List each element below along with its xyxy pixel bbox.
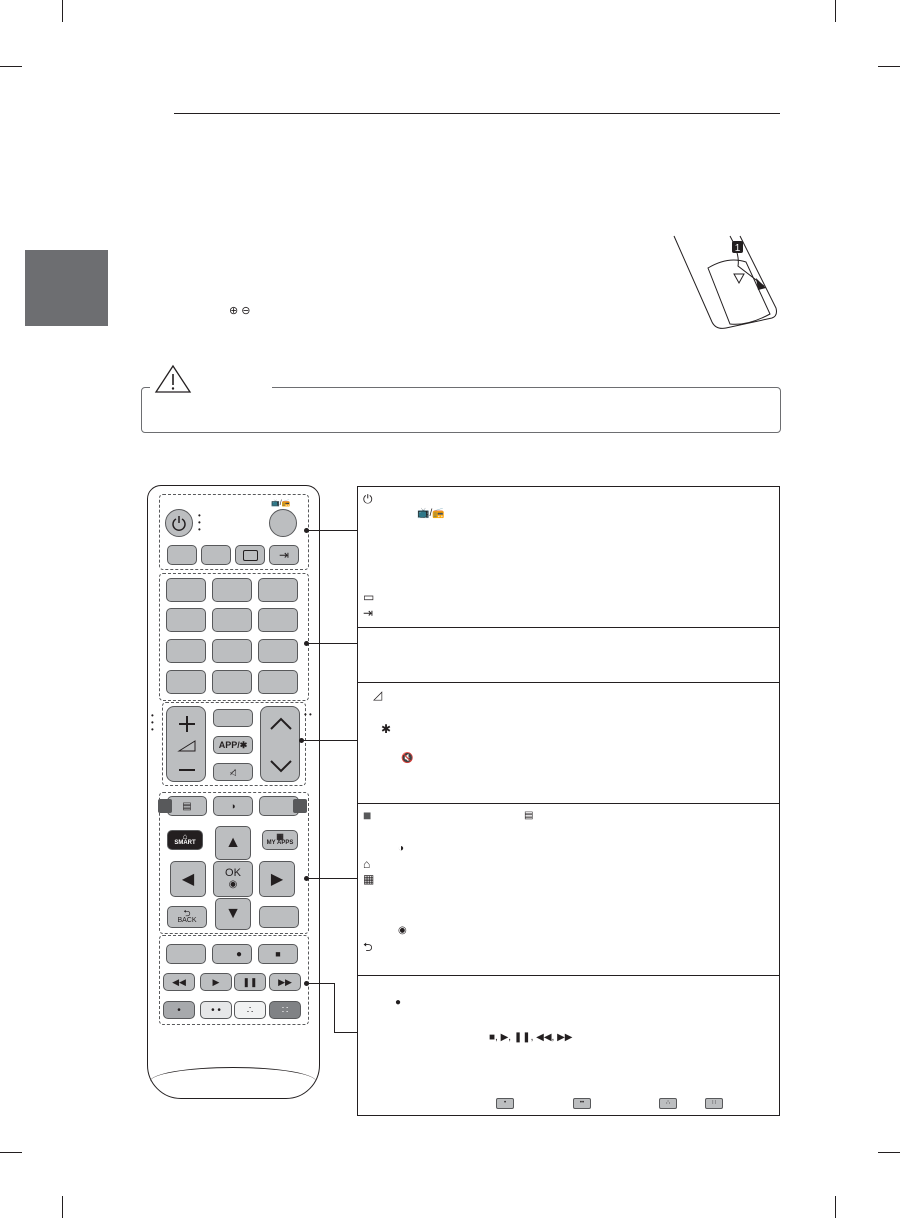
crop-mark [835,1196,836,1218]
battery-cover-illustration [668,232,788,332]
crop-mark [835,0,836,22]
program-arrows [261,707,301,783]
settings-screen-icon: ▭ [363,590,375,604]
leader-dot [299,738,304,743]
right-dots: • • [304,710,312,719]
number-button-0[interactable] [212,670,252,694]
right-arrow-icon: ▶ [270,871,284,888]
down-button[interactable] [215,898,251,930]
play-icon: ▶ [212,976,220,987]
yellow-chip: ∴ [659,1098,677,1109]
fav-button[interactable] [213,709,253,727]
volume-symbols [167,707,207,783]
screen-icon [243,550,258,561]
info-icon: ◑ [230,801,236,811]
leader-line [307,530,357,531]
pause-icon: ❚❚ [242,976,258,987]
my-apps-label: MY APPS [266,840,294,846]
button-description-table [357,486,780,1116]
my-apps-button[interactable] [262,830,298,850]
tv-radio-button[interactable] [269,509,297,537]
leader-line [307,878,357,879]
grid-icon: ▦ [276,832,284,841]
home-icon: ⌂ [182,832,188,841]
mute-icon: 🔇 [401,753,414,764]
teletext-icon: ▤ [182,800,192,812]
green-chip: •• [573,1098,591,1109]
stop-button[interactable] [258,944,298,964]
header-rule [174,113,780,114]
input-icon: ⇥ [363,606,374,620]
indicator-dots: • • • [198,511,201,534]
leader-line [302,740,357,741]
t-opt-button[interactable] [213,796,253,816]
ok-button[interactable] [213,861,253,897]
q-view-button[interactable] [258,670,298,694]
up-arrow-icon: ▲ [225,834,241,851]
right-button[interactable] [259,861,295,897]
leader-dot [304,641,309,646]
power-icon: ⏻ [363,492,373,506]
step-number: 1 [734,243,741,254]
number-button-4[interactable] [166,608,206,632]
wheel-icon: ◉ [228,879,238,890]
leader-dot [304,528,309,533]
home-icon: ⌂ [363,857,371,871]
teletext-button[interactable] [167,796,207,816]
left-dots: • • • [151,711,154,734]
left-arrow-icon: ◀ [181,871,195,888]
rewind-icon: ◀◀ [172,976,186,987]
rewind-button[interactable] [163,973,195,991]
red-chip: • [496,1098,514,1109]
star-icon: ✱ [381,722,392,736]
crop-mark [878,1152,900,1153]
number-button-9[interactable] [258,639,298,663]
number-button-2[interactable] [212,578,252,602]
ok-label: OK [225,867,241,879]
fast-forward-icon: ▶▶ [278,976,292,987]
battery-terminal-symbols: ⊕ ⊖ [229,305,251,317]
play-button[interactable] [200,973,232,991]
crop-mark [0,66,22,67]
volume-icon: ◿ [373,688,383,702]
section-divider [357,627,780,628]
number-button-1[interactable] [166,578,206,602]
remote-bottom-curve [150,1067,316,1096]
down-arrow-icon: ▼ [225,905,241,922]
fast-forward-button[interactable] [269,973,301,991]
input-icon: ⇥ [278,548,290,562]
crop-mark [0,1152,22,1153]
number-button-6[interactable] [258,608,298,632]
leader-dot [304,876,309,881]
pause-button[interactable] [234,973,266,991]
up-button[interactable] [215,826,251,860]
leader-line [307,983,334,984]
number-button-5[interactable] [212,608,252,632]
grid-icon: ▦ [363,872,375,886]
program-rocker[interactable] [260,706,300,782]
stop-icon: ■ [275,949,281,959]
wheel-icon: ◉ [398,925,407,936]
settings-button[interactable] [235,545,265,565]
volume-rocker[interactable] [166,706,206,782]
record-icon: ● [235,948,243,960]
mute-button[interactable] [213,763,253,781]
leader-dot [304,981,309,986]
leader-line [334,1032,357,1033]
playback-icons: ■, ▶, ❚❚, ◀◀, ▶▶ [489,1032,573,1043]
blue-button[interactable]: ∷ [269,1001,301,1019]
button-a2[interactable] [201,545,231,565]
number-button-7[interactable] [166,639,206,663]
leader-line [307,643,357,644]
marker-square-icon: ■ [363,807,372,823]
warning-triangle-icon [154,364,192,394]
leader-line [334,983,335,1032]
crop-mark [62,1196,63,1218]
crop-mark [878,66,900,67]
button-a1[interactable] [167,545,197,565]
app-star-button[interactable]: APP/✱ [213,736,253,754]
back-icon: ⮌ [183,908,191,918]
smart-button[interactable] [167,830,203,850]
section-divider [357,803,780,804]
caution-title-rule [272,387,278,388]
back-button[interactable] [167,906,207,928]
left-button[interactable] [170,861,206,897]
mute-icon: ◁̸ [229,767,237,777]
crop-mark [62,0,63,22]
section-side-tab [25,250,108,326]
marker-right [293,799,307,813]
green-button[interactable]: • • [200,1001,232,1019]
tv-radio-label: 📺/📻 [271,500,291,507]
power-button[interactable] [165,509,193,537]
blue-chip: ∷ [705,1098,723,1109]
exit-button[interactable] [259,906,299,928]
section-divider [357,975,780,976]
marker-left [158,799,172,813]
tv-radio-icon: 📺/📻 [417,508,445,519]
smart-label: SMART [174,840,196,846]
red-button[interactable]: • [163,1001,195,1019]
record-icon: ● [395,997,402,1008]
power-icon [172,516,186,530]
back-icon: ⮌ [363,940,373,954]
teletext-icon: ▤ [524,810,534,821]
number-button-8[interactable] [212,639,252,663]
list-button[interactable] [166,670,206,694]
number-button-3[interactable] [258,578,298,602]
ad-button[interactable] [166,944,206,964]
input-button[interactable] [269,545,299,565]
record-button[interactable] [212,944,252,964]
yellow-button[interactable]: ∴ [234,1001,266,1019]
info-icon: ◑ [398,843,405,854]
section-divider [357,682,780,683]
back-label: BACK [177,917,197,924]
